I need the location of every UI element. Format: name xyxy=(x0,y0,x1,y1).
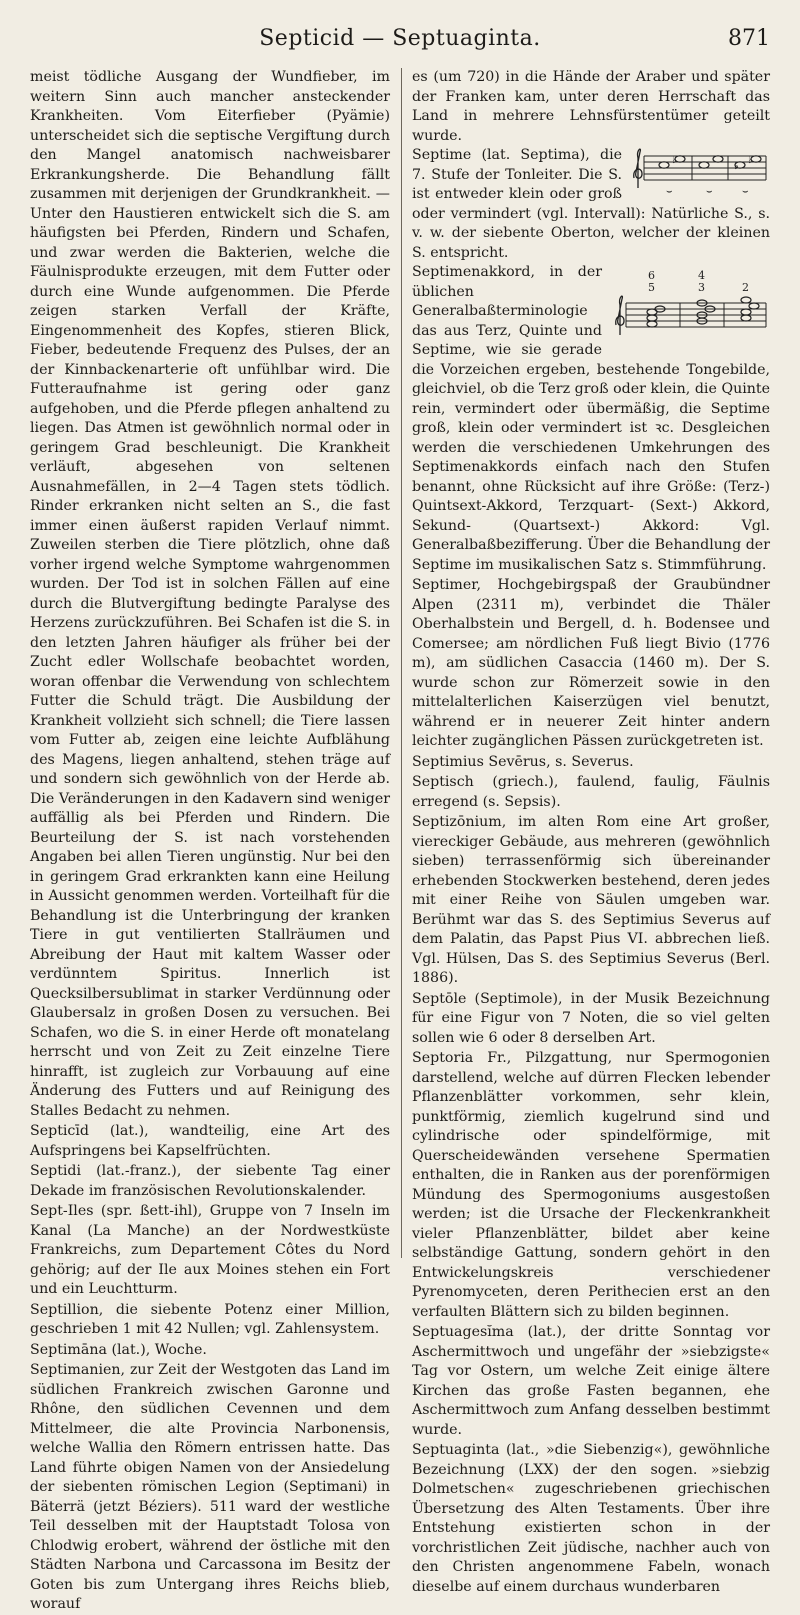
entry-septicid: Septicīd (lat.), wandteilig, eine Art des Aufspringens bei Kapselfrüchten. xyxy=(30,1123,390,1159)
music-staff-icon xyxy=(610,267,770,347)
entry-septuaginta: Septuaginta (lat., »die Siebenzig«), gewöhnliche Bezeichnung (LXX) der den sogen. »siebzig Dolmetschen« zugeschriebenen griechischen Übersetzung des Alten Testaments. Über ihre Entstehung existierten schon in der vorchristlichen Zeit jüdische, nachher auch von den Christen angenommene Fabeln, wonach dieselbe auf einem durchaus wunderbaren xyxy=(412,1442,770,1595)
running-head: Septicid — Septuaginta. xyxy=(259,26,541,51)
entry-septimanien: Septimanien, zur Zeit der Westgoten das Land im südlichen Frankreich zwischen Garonne und Rhône, den südlichen Cevennen und dem Mittelmeer, die alte Provincia Narbonensis, welche Wallia den Römern entrissen hatte. Das Land führte obigen Namen von der Ansiedelung der siebenten römischen Legion (Septimani) in Bäterrä (jetzt Béziers). 511 ward der westliche Teil desselben mit der Hauptstadt Tolosa von Chlodwig erobert, während der östliche mit den Städten Narbona und Carcassona im Besitz der Goten bis zum Untergang ihres Reichs blieb, worauf xyxy=(30,1362,390,1612)
svg-text:♭: ♭ xyxy=(748,155,753,166)
entry-septimenakkord: Septimenakkord, in der üblichen Generalbaßterminologie das aus Terz, Quinte und Septime, wie sie gerade die Vorzeichen ergeben, bestehende Tongebilde, gleichviel, ob die Terz groß oder klein, die Quinte rein, vermindert oder übermäßig, die Septime groß, klein oder vermindert ist ꝛc. Desgleichen werden die verschiedenen Umkehrungen des Septimenakkords einfach nach den Stufen benannt, ohne Rücksicht auf ihre Größe: (Terz-) Quintsext-Akkord, Terzquart- (Sext-) Akkord, Sekund- (Quartsext-) Akkord: Vgl. Generalbaßbezifferung. Über die Behandlung der Septime im musikalischen Satz s. Stimmführung. xyxy=(412,264,770,573)
figure-2: 2 xyxy=(742,281,749,294)
entry-septidi: Septidi (lat.-franz.), der siebente Tag einer Dekade im französischen Revolutionskalender. xyxy=(30,1163,390,1199)
entry-septimana: Septimāna (lat.), Woche. xyxy=(30,1341,207,1358)
figure-3: 3 xyxy=(698,281,705,294)
svg-text:⌣: ⌣ xyxy=(742,186,749,197)
svg-text:♭: ♭ xyxy=(672,155,677,166)
figure-5: 5 xyxy=(648,281,655,294)
music-staff-icon xyxy=(630,148,770,200)
figure-4: 4 xyxy=(698,269,705,282)
svg-text:♭: ♭ xyxy=(734,161,739,172)
page-header xyxy=(30,20,770,60)
left-column xyxy=(30,68,390,1615)
svg-text:⌣: ⌣ xyxy=(706,186,713,197)
entry-septisch: Septisch (griech.), faulend, faulig, Fäulnis erregend (s. Sepsis). xyxy=(412,774,770,810)
svg-text:⌣: ⌣ xyxy=(666,186,673,197)
entry-sept-iles: Sept-Iles (spr. ßett-ihl), Gruppe von 7 Inseln im Kanal (La Manche) an der Nordwestküste Frankreichs, zum Departement Côtes du Nord gehörig; auf der Ile aux Moines stehen ein Fort und ein Leuchtturm. xyxy=(30,1203,390,1297)
page-number: 871 xyxy=(728,26,770,51)
entry-septime: Septime (lat. Septima), die 7. Stufe der Tonleiter. Die S. ist entweder klein oder groß oder vermindert (vgl. Intervall): Natürliche S., s. v. w. der siebente Oberton, welcher der kleinen S. entspricht. xyxy=(412,147,770,261)
column-divider xyxy=(401,68,402,1258)
entry-septizonium: Septizōnium, im alten Rom eine Art großer, viereckiger Gebäude, aus mehreren (gewöhnlich sieben) terrassenförmig sich übereinander erhebenden Stockwerken bestehend, deren jedes mit einer Reihe von Säulen umgeben war. Berühmt war das S. des Septimius Severus auf dem Palatin, das Papst Pius VI. abbrechen ließ. Vgl. Hülsen, Das S. des Septimius Severus (Berl. 1886). xyxy=(412,814,770,986)
entry-continuation: es (um 720) in die Hände der Araber und später der Franken kam, unter deren Herrschaft das Land in mehrere Lehnsfürstentümer geteilt wurde. xyxy=(412,69,770,144)
entry-septole: Septōle (Septimole), in der Musik Bezeichnung für eine Figur von 7 Noten, die so viel gelten sollen wie 6 oder 8 derselben Art. xyxy=(412,990,770,1046)
entry-septoria: Septoria Fr., Pilzgattung, nur Spermogonien darstellend, welche auf dürren Flecken lebender Pflanzenblätter vorkommen, sehr klein, punktförmig, ziemlich kugelrund sind und cylindrische oder spindelförmige, mit Querscheidewänden versehene Spermatien enthalten, die in Ranken aus der porenförmigen Mündung des Spermogoniums ausgestoßen werden; ist die Ursache der Fleckenkrankheit vieler Pflanzenblätter, bildet aber keine selbständige Gattung, sondern gehört in den Entwickelungskreis verschiedener Pyrenomyceten, deren Perithecien erst an den verfaulten Blättern sich zu bilden beginnen. xyxy=(412,1050,770,1320)
entry-septimer: Septimer, Hochgebirgspaß der Graubündner Alpen (2311 m), verbindet die Thäler Oberhalbstein und Bergell, d. h. Bodensee und Comersee; am nördlichen Fuß liegt Bivio (1776 m), am südlichen Casaccia (1460 m). Der S. wurde schon zur Römerzeit sowie in den mittelalterlichen Kaiserzügen viel benutzt, während er in neuerer Zeit hinter andern leichter zugänglichen Pässen zurückgetreten ist. xyxy=(412,577,770,749)
entry-septillion: Septillion, die siebente Potenz einer Million, geschrieben 1 mit 42 Nullen; vgl. Zahlensystem. xyxy=(30,1301,390,1337)
right-column xyxy=(412,68,770,1597)
entry-septimius-severus: Septimius Sevērus, s. Severus. xyxy=(412,753,634,770)
entry-paragraph: meist tödliche Ausgang der Wundfieber, im weitern Sinn auch mancher ansteckender Krankheiten. Vom Eiterfieber (Pyämie) unterscheidet sich die septische Vergiftung durch den Mangel anatomisch nachweisbarer Erkrankungsherde. Die Behandlung fällt zusammen mit derjenigen der Grundkrankheit. — Unter den Haustieren entwickelt sich die S. am häufigsten bei Pferden, Rindern und Schafen, und zwar werden die Bakterien, welche die Fäulnisprodukte erzeugen, mit dem Futter oder durch eine Wunde aufgenommen. Die Pferde zeigen starken Verfall der Kräfte, Eingenommenheit des Kopfes, stieren Blick, Fieber, bedeutende Frequenz des Pulses, der an der Kinnbackenarterie oft unfühlbar wird. Die Futteraufnahme ist gering oder ganz aufgehoben, und die Pferde pflegen anhaltend zu liegen. Das Atmen ist gewöhnlich normal oder in geringem Grad beschleunigt. Die Krankheit verläuft, abgesehen von seltenen Ausnahmefällen, in 2—4 Tagen stets tödlich. Rinder erkranken nicht selten an S., die fast immer einen äußerst rapiden Verlauf nimmt. Zuweilen sterben die Tiere plötzlich, ohne daß vorher irgend welche Symptome wahrgenommen wurden. Der Tod ist in solchen Fällen auf eine durch die Blutvergiftung bedingte Paralyse des Herzens zurückzuführen. Bei Schafen ist die S. in den letzten Jahren häufiger als früher bei der Zucht edler Wollschafe beobachtet worden, woran offenbar die Verwendung von schlechtem Futter die Schuld trägt. Die Ausbildung der Krankheit vollzieht sich schnell; die Tiere lassen vom Futter ab, zeigen eine leichte Aufblähung des Magens, liegen anhaltend, stehen träge auf und sondern sich gewöhnlich von der Herde ab. Die Veränderungen in den Kadavern sind weniger auffällig als bei Pferden und Rindern. Die Beurteilung der S. ist nach vorstehenden Angaben bei allen Tieren ungünstig. Nur bei den in geringem Grad erkrankten kann eine Heilung in Aussicht genommen werden. Vorteilhaft für die Behandlung ist die Unterbringung der kranken Tiere in gut ventilierten Stallräumen und Abreibung der Haut mit kaltem Wasser oder verdünntem Spiritus. Innerlich ist Quecksilbersublimat in starker Verdünnung oder Glaubersalz in großen Dosen zu versuchen. Bei Schafen, wo die S. in einer Herde oft monatelang herrscht und von Zeit zu Zeit einzelne Tiere hinrafft, ist zugleich zur Vorbauung auf eine Änderung des Futters und auf Reinigung des Stalles Bedacht zu nehmen. xyxy=(30,69,390,1119)
entry-septuagesima: Septuagesĭma (lat.), der dritte Sonntag vor Aschermittwoch und ungefähr der »siebzigste« Tag vor Ostern, um welche Zeit einige ältere Kirchen das große Fasten begannen, ehe Aschermittwoch zum Anfang desselben bestimmt wurde. xyxy=(412,1324,770,1438)
figure-6: 6 xyxy=(648,269,655,282)
